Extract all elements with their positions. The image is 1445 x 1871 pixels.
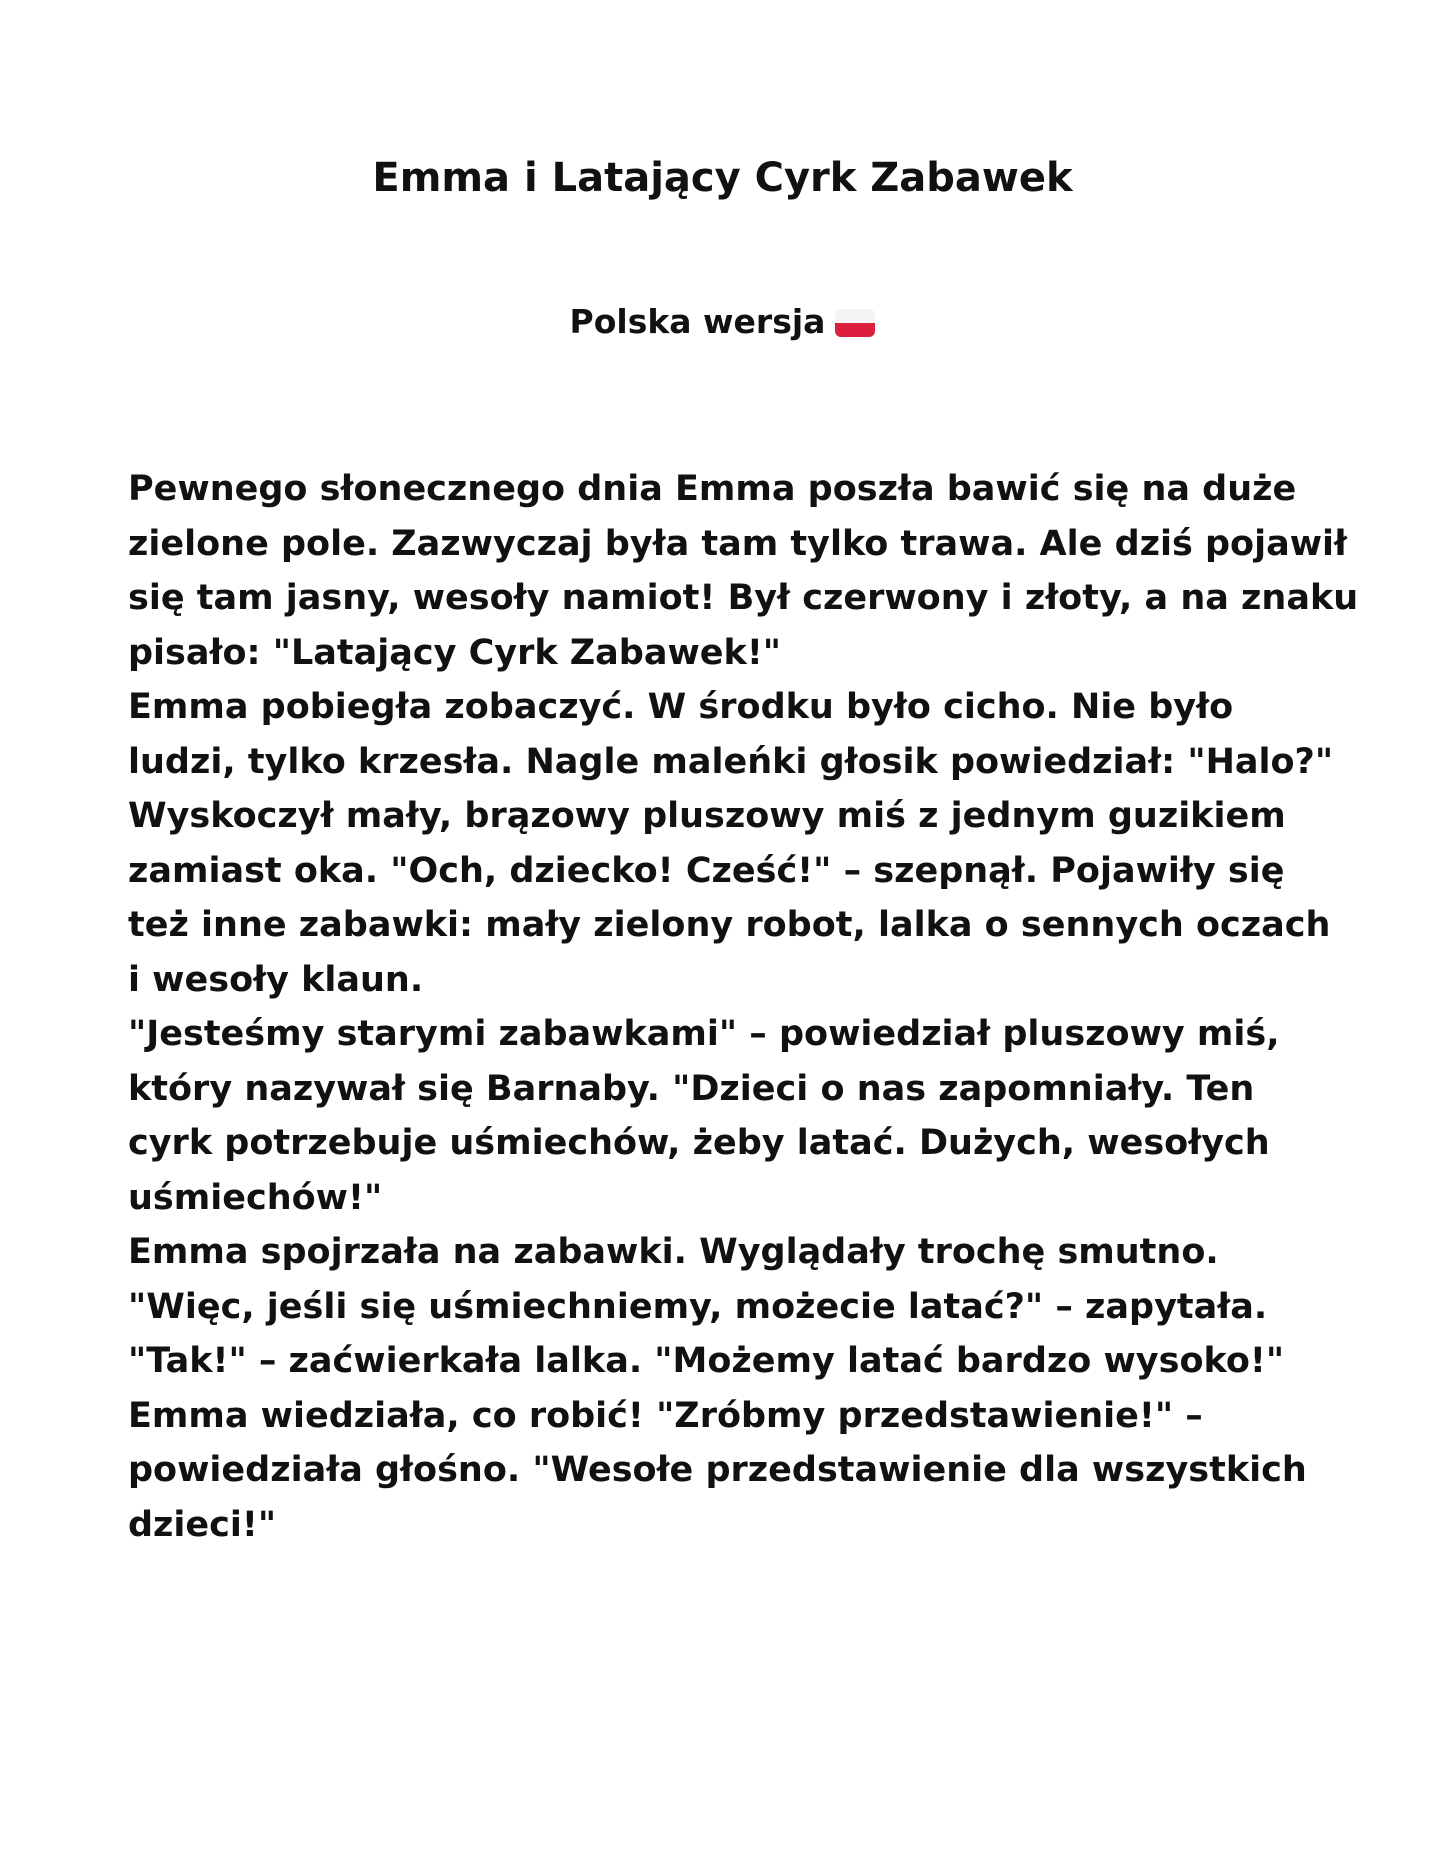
- text-line: powiedziała głośno. "Wesołe przedstawienie dla wszystkich: [128, 1450, 1307, 1490]
- text-line: zamiast oka. "Och, dziecko! Cześć!" – szepnął. Pojawiły się: [128, 850, 1285, 891]
- text-line: pisało: "Latający Cyrk Zabawek!": [128, 632, 782, 673]
- text-line: dzieci!": [128, 1504, 277, 1545]
- poland-flag-icon: [835, 309, 875, 337]
- page-title: Emma i Latający Cyrk Zabawek: [372, 155, 1073, 201]
- text-line: "Jesteśmy starymi zabawkami" – powiedział pluszowy miś,: [128, 1014, 1280, 1054]
- text-line: Emma spojrzała na zabawki. Wyglądały trochę smutno.: [128, 1232, 1219, 1272]
- text-line: Pewnego słonecznego dnia Emma poszła bawić się na duże: [128, 469, 1297, 509]
- text-line: cyrk potrzebuje uśmiechów, żeby latać. Dużych, wesołych: [128, 1123, 1270, 1163]
- story-text: [128, 462, 1359, 1552]
- text-line: który nazywał się Barnaby. "Dzieci o nas zapomniały. Ten: [128, 1068, 1255, 1109]
- text-line: Emma pobiegła zobaczyć. W środku było cicho. Nie było: [128, 687, 1234, 727]
- text-line: "Tak!" – zaćwierkała lalka. "Możemy latać bardzo wysoko!": [128, 1341, 1285, 1381]
- text-line: "Więc, jeśli się uśmiechniemy, możecie latać?" – zapytała.: [128, 1286, 1268, 1327]
- text-line: uśmiechów!": [128, 1177, 383, 1218]
- text-line: ludzi, tylko krzesła. Nagle maleńki głosik powiedział: "Halo?": [128, 741, 1334, 782]
- text-line: i wesoły klaun.: [128, 959, 424, 1000]
- subtitle-text: Polska wersja: [569, 302, 826, 341]
- text-line: zielone pole. Zazwyczaj była tam tylko trawa. Ale dziś pojawił: [128, 523, 1348, 564]
- text-line: Emma wiedziała, co robić! "Zróbmy przedstawienie!" –: [128, 1395, 1203, 1436]
- text-line: też inne zabawki: mały zielony robot, lalka o sennych oczach: [128, 905, 1331, 945]
- text-line: się tam jasny, wesoły namiot! Był czerwony i złoty, a na znaku: [128, 578, 1359, 618]
- page-subtitle: [0, 298, 1445, 346]
- text-line: Wyskoczył mały, brązowy pluszowy miś z jednym guzikiem: [128, 796, 1286, 836]
